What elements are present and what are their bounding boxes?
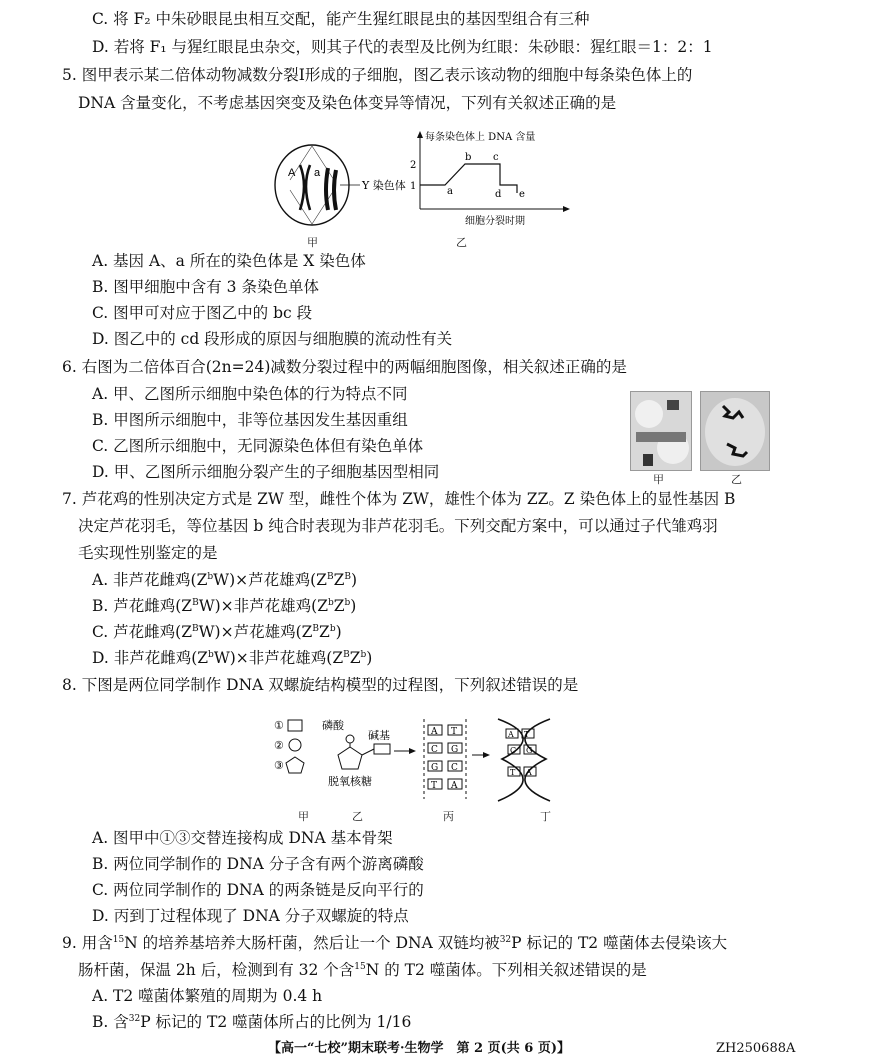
svg-text:G: G (431, 763, 439, 773)
point-a: a (447, 186, 453, 197)
label-3: ③ (274, 759, 284, 772)
q5-caption-jia: 甲 (307, 236, 318, 249)
svg-text:A: A (526, 768, 532, 777)
dna-content-line (420, 164, 517, 193)
q8-option-c: C. 两位同学制作的 DNA 的两条链是反向平行的 (92, 881, 424, 899)
q7-option-a: A. 非芦花雌鸡$(Z^bW)\times$芦花雄鸡$(Z^BZ^B)$ (92, 571, 358, 589)
q8-caption-yi: 乙 (352, 810, 363, 823)
label-2: ② (274, 739, 284, 752)
dna-helix-ding (498, 719, 550, 801)
q4-option-c: C. 将 F₂ 中朱砂眼昆虫相互交配，能产生猩红眼昆虫的基因型组合有三种 (92, 10, 590, 28)
phosphate-symbol (288, 720, 302, 731)
q6-stem: 6. 右图为二倍体百合(2n=24)减数分裂过程中的两幅细胞图像，相关叙述正确的是 (62, 358, 627, 376)
q5-stem-1: 5. 图甲表示某二倍体动物减数分裂Ⅰ形成的子细胞，图乙表示该动物的细胞中每条染色体上的 (62, 66, 693, 84)
q7-option-b: B. 芦花雌鸡$(Z^BW)\times$非芦花雄鸡$(Z^bZ^b)$ (92, 597, 357, 615)
footer-code: ZH250688A (716, 1041, 796, 1056)
y-chromosome (326, 168, 328, 210)
q8-option-b: B. 两位同学制作的 DNA 分子含有两个游离磷酸 (92, 855, 424, 873)
q9-option-b: B. 含$^{32}$P 标记的 T2 噬菌体所占的比例为 1/16 (92, 1013, 412, 1031)
q6-option-c: C. 乙图所示细胞中，无同源染色体但有染色单体 (92, 437, 424, 455)
svg-text:C: C (431, 745, 438, 755)
cell-membrane (275, 145, 349, 225)
q8-caption-bing: 丙 (443, 810, 454, 823)
base-rect (374, 744, 390, 754)
q8-stem: 8. 下图是两位同学制作 DNA 双螺旋结构模型的过程图，下列叙述错误的是 (62, 676, 579, 694)
y-axis-label: 每条染色体上 DNA 含量 (425, 132, 536, 143)
q7-stem-1: 7. 芦花鸡的性别决定方式是 ZW 型，雌性个体为 ZW，雄性个体为 ZZ。Z 染色体上的显性基因 B (62, 490, 736, 508)
phosphate-circle (346, 735, 354, 743)
sugar-symbol (286, 757, 304, 773)
q6-caption-jia: 甲 (653, 473, 664, 486)
chromosome (300, 165, 304, 210)
svg-text:A: A (451, 781, 458, 791)
micrograph-yi (700, 391, 770, 471)
y-tick-2: 2 (410, 160, 417, 171)
sugar-label: 脱氧核糖 (328, 775, 372, 788)
dna-ladder-bing (424, 719, 466, 799)
q9-option-a: A. T2 噬菌体繁殖的周期为 0.4 h (92, 987, 323, 1005)
svg-text:T: T (451, 727, 458, 737)
q5-option-b: B. 图甲细胞中含有 3 条染色单体 (92, 278, 319, 296)
gene-A-label: A (288, 167, 296, 179)
q6-option-a: A. 甲、乙图所示细胞中染色体的行为特点不同 (92, 385, 408, 403)
q8-option-d: D. 丙到丁过程体现了 DNA 分子双螺旋的特点 (92, 907, 409, 925)
q6-caption-yi: 乙 (731, 473, 742, 486)
svg-text:C: C (451, 763, 458, 773)
q8-caption-jia: 甲 (298, 810, 309, 823)
phosphate-label: 磷酸 (322, 719, 344, 732)
q7-stem-2: 决定芦花羽毛，等位基因 b 纯合时表现为非芦花羽毛。下列交配方案中，可以通过子代雏鸡羽 (78, 517, 718, 535)
base-label: 碱基 (368, 729, 390, 742)
footer-title: 【高一“七校”期末联考·生物学 第 2 页(共 6 页)】 (268, 1041, 570, 1056)
y-tick-1: 1 (410, 181, 417, 192)
label-1: ① (274, 719, 284, 732)
q5-option-a: A. 基因 A、a 所在的染色体是 X 染色体 (92, 252, 366, 270)
point-b: b (465, 152, 472, 163)
svg-text:C: C (510, 746, 517, 755)
y-chromosome-label: Y 染色体 (362, 179, 406, 192)
q9-stem-1: 9. 用含$^{15}$N 的培养基培养大肠杆菌，然后让一个 DNA 双链均被$^{32}$P 标记的 T2 噬菌体去侵染该大 (62, 934, 728, 952)
q8-figure (270, 715, 570, 807)
chromosome (306, 165, 310, 210)
point-c: c (493, 152, 499, 163)
base-symbol (289, 739, 301, 751)
q5-option-d: D. 图乙中的 cd 段形成的原因与细胞膜的流动性有关 (92, 330, 453, 348)
gene-a-label: a (314, 167, 321, 179)
q8-caption-ding: 丁 (540, 810, 551, 823)
svg-text:G: G (526, 746, 533, 755)
q5-option-c: C. 图甲可对应于图乙中的 bc 段 (92, 304, 313, 322)
q8-option-a: A. 图甲中①③交替连接构成 DNA 基本骨架 (92, 829, 393, 847)
q4-option-d: D. 若将 F₁ 与猩红眼昆虫杂交，则其子代的表型及比例为红眼：朱砂眼：猩红眼＝1：2：1 (92, 38, 713, 56)
svg-text:T: T (524, 730, 530, 739)
q7-option-d: D. 非芦花雌鸡$(Z^bW)\times$非芦花雄鸡$(Z^BZ^b)$ (92, 649, 373, 667)
y-chromosome (334, 170, 336, 210)
point-d: d (495, 189, 502, 200)
q7-stem-3: 毛实现性别鉴定的是 (78, 544, 218, 562)
deoxyribose-pentagon (338, 747, 362, 769)
svg-text:A: A (431, 727, 438, 737)
q6-option-b: B. 甲图所示细胞中，非等位基因发生基因重组 (92, 411, 408, 429)
svg-text:T: T (510, 768, 516, 777)
q5-figure-yi (405, 127, 585, 237)
q5-caption-yi: 乙 (456, 236, 467, 249)
x-axis-label: 细胞分裂时期 (465, 216, 525, 227)
svg-text:A: A (508, 730, 514, 739)
svg-text:T: T (431, 781, 438, 791)
q7-option-c: C. 芦花雌鸡$(Z^BW)\times$芦花雄鸡$(Z^BZ^b)$ (92, 623, 342, 641)
point-e: e (519, 189, 525, 200)
q9-stem-2: 肠杆菌，保温 2h 后，检测到有 32 个含$^{15}$N 的 T2 噬菌体。下列相关叙述错误的是 (78, 961, 647, 979)
q6-option-d: D. 甲、乙图所示细胞分裂产生的子细胞基因型相同 (92, 463, 440, 481)
q5-stem-2: DNA 含量变化，不考虑基因突变及染色体变异等情况，下列有关叙述正确的是 (78, 94, 617, 112)
svg-text:G: G (451, 745, 459, 755)
micrograph-jia (630, 391, 692, 471)
